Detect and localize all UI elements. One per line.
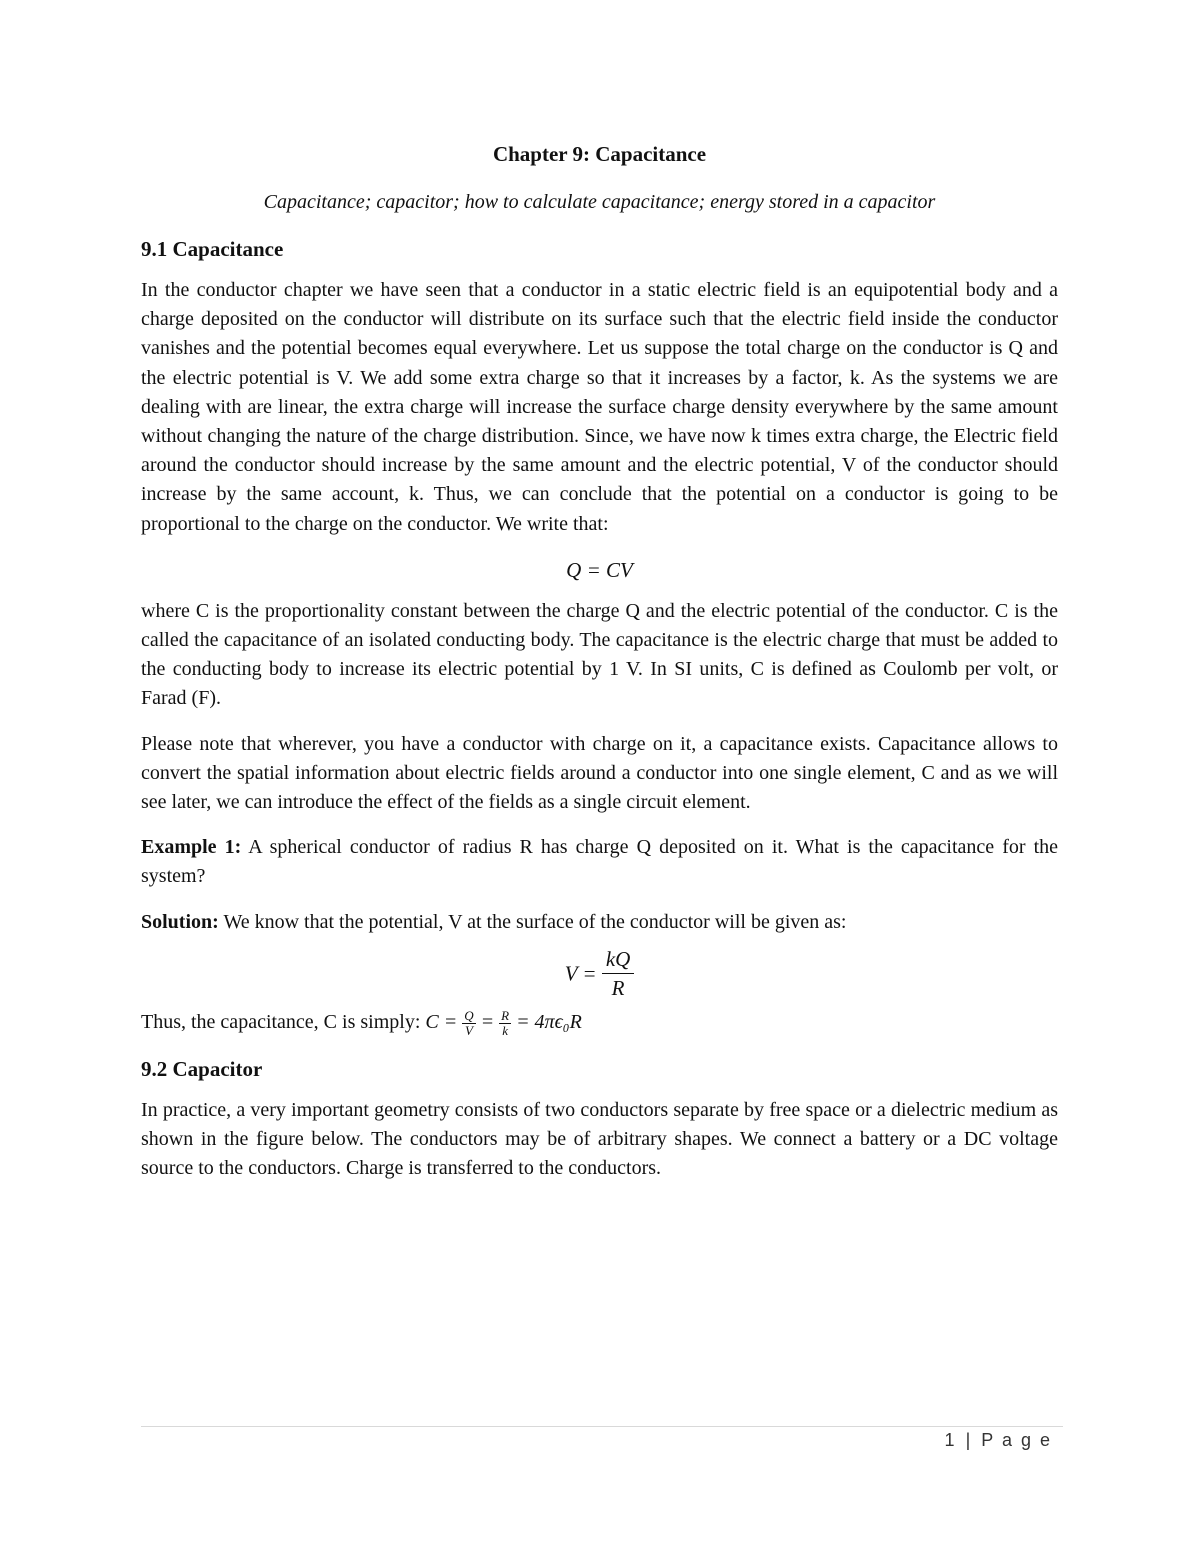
chapter-subtitle: Capacitance; capacitor; how to calculate capacitance; energy stored in a capacitor — [263, 191, 936, 213]
capacitance-result — [141, 1008, 1058, 1038]
fraction-numerator: kQ — [602, 945, 635, 974]
section-heading-capacitor: 9.2 Capacitor — [141, 1056, 263, 1081]
result-fraction-2-den: k — [502, 1022, 508, 1038]
section-heading-capacitance: 9.1 Capacitance — [141, 237, 284, 261]
result-fraction-2 — [499, 1009, 511, 1038]
paragraph-conductor-intro: In the conductor chapter we have seen that a conductor in a static electric field is an equipotential body and a charge deposited on the conductor will distribute on its surface such that the electric field inside the conductor vanishes and the potential becomes equal everywhere. Let us suppose the total charge on the conductor is Q and the electric potential is V. We add some extra charge so that it increases by a factor, k. As the systems we are dealing with are linear, the extra charge will increase the surface charge density everywhere by the same amount without changing the nature of the charge distribution. Since, we have now k times extra charge, the Electric field around the conductor should increase by the same amount and the electric potential, V of the conductor should increase by the same account, k. Thus, we can conclude that the potential on a conductor is going to be proportional to the charge on the conductor. We write that: — [141, 279, 1058, 535]
result-rhs: = 4πϵ₀R — [516, 1010, 582, 1033]
footer-separator: | — [965, 1430, 971, 1450]
paragraph-capacitor-intro: In practice, a very important geometry consists of two conductors separate by free space or a dielectric medium as shown in the figure below. The conductors may be of arbitrary shapes. We connect a battery or a DC voltage source to the conductors. Charge is transferred to the conductors. — [141, 1098, 1058, 1180]
example-label: Example 1: — [141, 836, 242, 859]
result-fraction-1-num: Q — [464, 1007, 474, 1023]
result-equals: = — [480, 1010, 495, 1033]
solution-1 — [141, 908, 1058, 937]
result-fraction-2-num: R — [501, 1007, 510, 1023]
result-fraction-1 — [462, 1009, 475, 1038]
equation-potential-lhs: V = — [564, 961, 597, 986]
fraction-denominator: R — [611, 975, 625, 1000]
page-footer — [945, 1430, 1052, 1451]
page-label: P a g e — [981, 1430, 1052, 1450]
equation-potential-fraction — [602, 945, 635, 1002]
result-lhs: C = — [425, 1010, 458, 1033]
page-content — [141, 138, 1058, 1199]
thus-text: Thus, the capacitance, C is simply: — [141, 1010, 426, 1033]
equation-potential — [141, 945, 1058, 1002]
paragraph-capacitance-definition: where C is the proportionality constant between the charge Q and the electric potential of the conductor. C is the called the capacitance of an isolated conducting body. The capacitance is the electric charge that must be added to the conducting body to increase its electric potential by 1 V. In SI units, C is defined as Coulomb per volt, or Farad (F). — [141, 599, 1058, 710]
example-text: A spherical conductor of radius R has charge Q deposited on it. What is the capacitance for the system? — [141, 836, 1059, 888]
page-number: 1 — [944, 1430, 955, 1450]
equation-q-cv: Q = CV — [566, 557, 633, 582]
chapter-title: Chapter 9: Capacitance — [492, 142, 707, 166]
footer-divider — [141, 1426, 1063, 1427]
example-1 — [141, 833, 1058, 891]
paragraph-capacitance-note: Please note that wherever, you have a conductor with charge on it, a capacitance exists. Capacitance allows to convert the spatial information about electric fields around a conductor into one single element, C and as we will see later, we can introduce the effect of the fields as a single circuit element. — [141, 732, 1058, 814]
solution-label: Solution: — [141, 910, 219, 933]
solution-text: We know that the potential, V at the surface of the conductor will be given as: — [218, 910, 847, 933]
result-fraction-1-den: V — [464, 1022, 473, 1038]
